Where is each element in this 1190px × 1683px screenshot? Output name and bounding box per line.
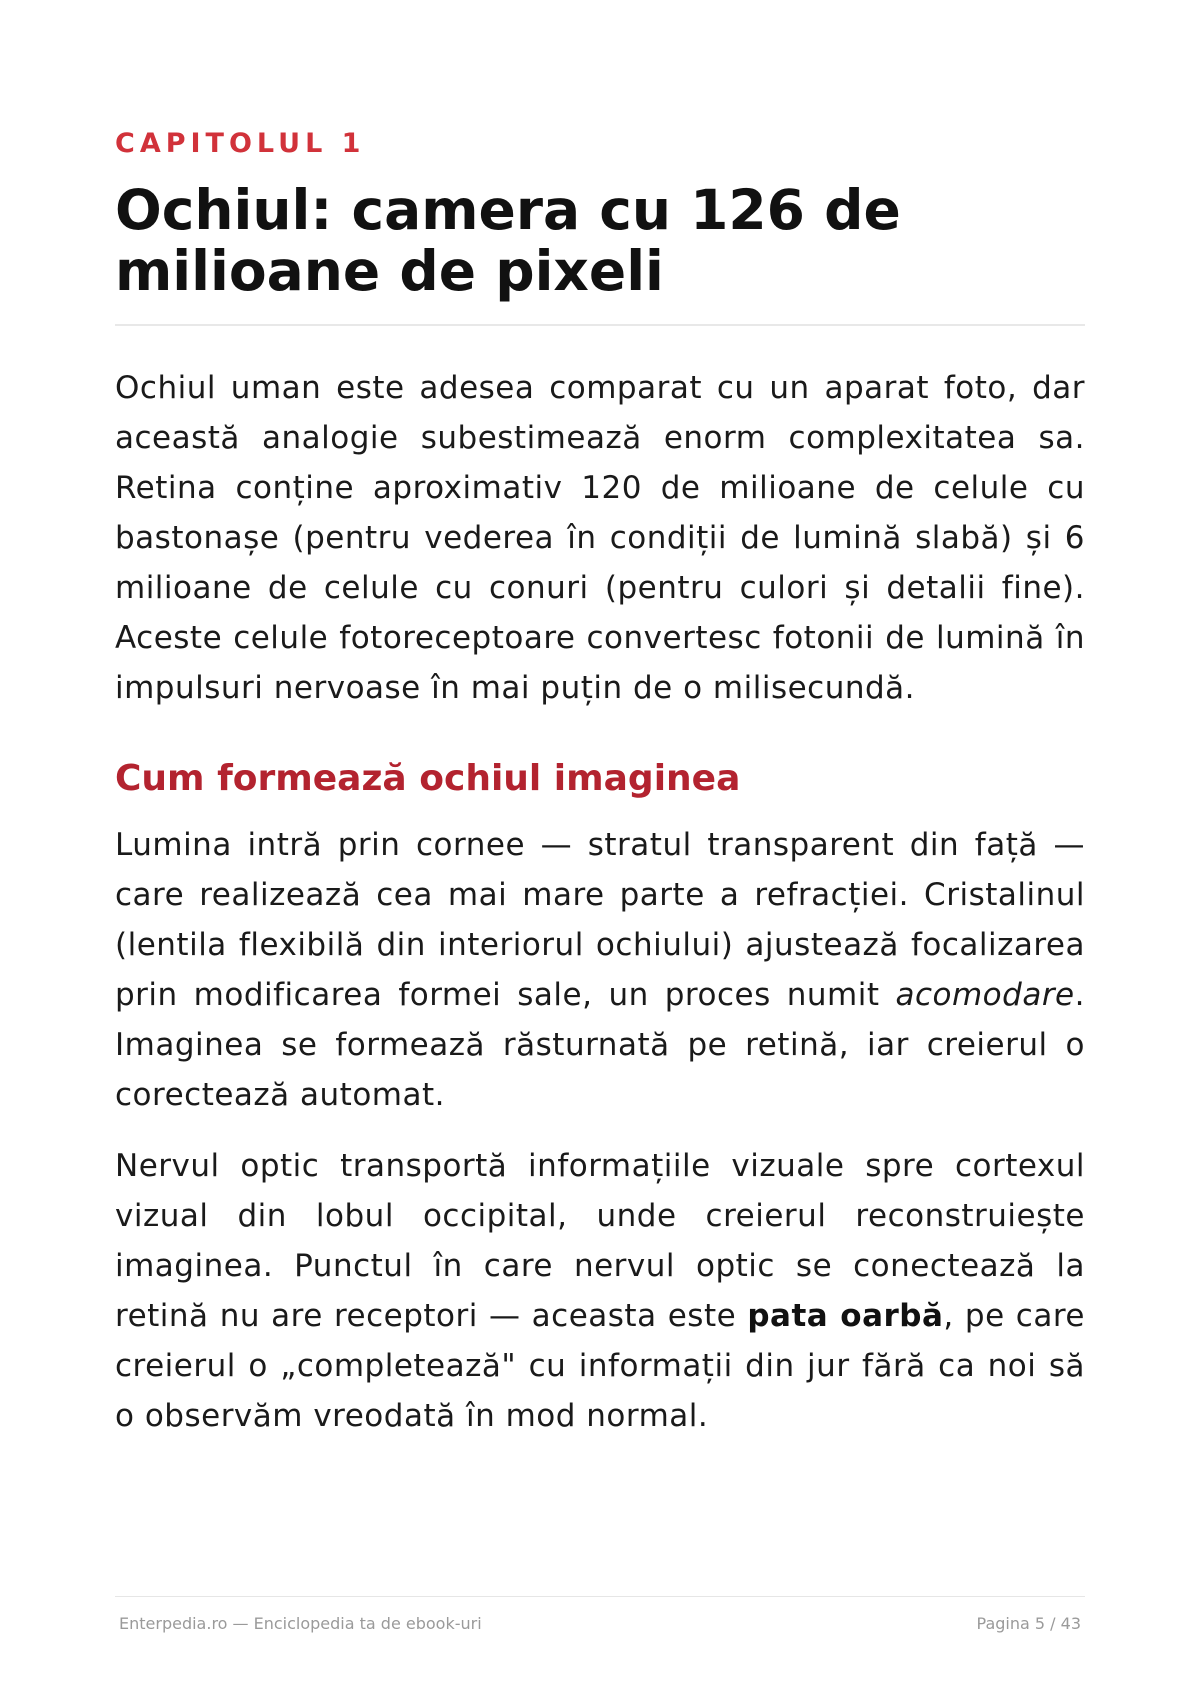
paragraph-text: Lumina intră prin cornee — stratul transparent din față — care realizează cea mai mare parte a refracției. Cristalinul (lentila flexibilă din interiorul ochiului) ajustează focalizarea prin modificarea formei sale, un proces numit bbox=[115, 827, 1085, 1013]
italic-term: acomodare bbox=[895, 977, 1075, 1013]
section-heading: Cum formează ochiul imaginea bbox=[115, 758, 741, 799]
title-divider bbox=[115, 324, 1085, 326]
chapter-title: Ochiul: camera cu 126 de milioane de pixeli bbox=[115, 178, 901, 303]
footer-site-name: Enterpedia.ro — Enciclopedia ta de ebook-uri bbox=[119, 1614, 482, 1633]
paragraph-text: Nervul optic transportă informațiile vizuale spre cortexul vizual din lobul occipital, unde creierul reconstruiește imaginea. Punctul în care nervul optic se conectează la retină nu are receptori — aceasta este bbox=[115, 1148, 1085, 1334]
document-page bbox=[115, 0, 1085, 1683]
paragraph-text: . Imaginea se formează răsturnată pe retină, iar creierul o corectează automat. bbox=[115, 977, 1085, 1113]
intro-paragraph: Ochiul uman este adesea comparat cu un aparat foto, dar această analogie subestimează enorm complexitatea sa. Retina conține aproximativ 120 de milioane de celule cu bastonașe (pentru vederea în condiții de lumină slabă) și 6 milioane de celule cu conuri (pentru culori și detalii fine). Aceste celule fotoreceptoare convertesc fotonii de lumină în impulsuri nervoase în mai puțin de o milisecundă. bbox=[115, 370, 1085, 706]
section-paragraph-1 bbox=[115, 820, 1085, 1120]
bold-term: pata oarbă bbox=[747, 1298, 944, 1334]
paragraph-text: , pe care creierul o „completează" cu informații din jur fără ca noi să o observăm vreodată în mod normal. bbox=[115, 1298, 1085, 1434]
chapter-label: CAPITOLUL 1 bbox=[115, 128, 366, 159]
page-number: Pagina 5 / 43 bbox=[976, 1614, 1081, 1633]
footer-divider bbox=[115, 1596, 1085, 1597]
section-paragraph-2 bbox=[115, 1141, 1085, 1441]
